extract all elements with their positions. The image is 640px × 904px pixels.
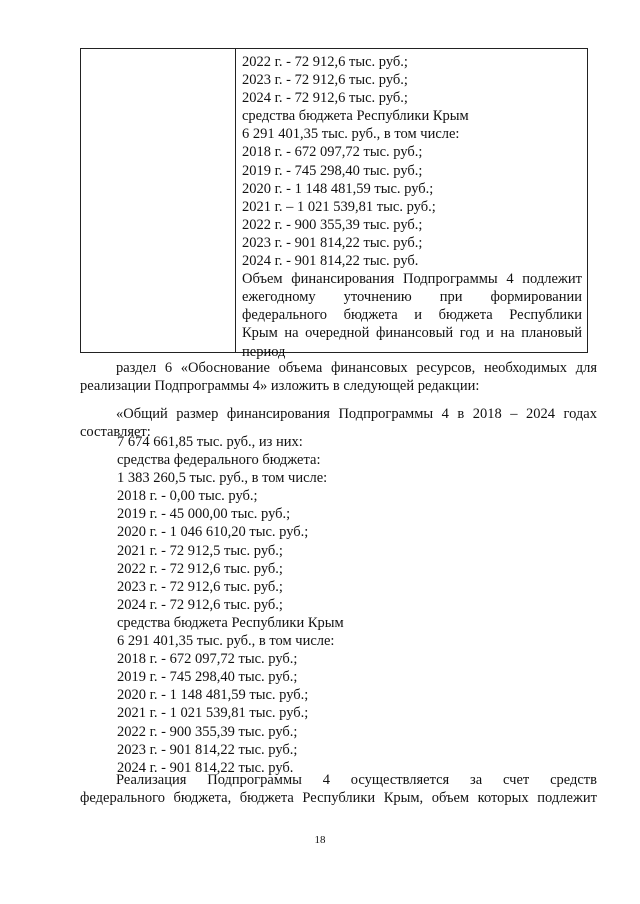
- funding-list-item: 2023 г. - 72 912,6 тыс. руб.;: [117, 578, 283, 595]
- closing-paragraph: [80, 771, 597, 807]
- table-line: 6 291 401,35 тыс. руб., в том числе:: [242, 126, 460, 143]
- table-note-line: ежегодному уточнению при формировании: [242, 289, 582, 306]
- funding-list-item: 2020 г. - 1 148 481,59 тыс. руб.;: [117, 687, 309, 704]
- funding-list-item: 2018 г. - 672 097,72 тыс. руб.;: [117, 651, 298, 668]
- funding-list-item: 2024 г. - 72 912,6 тыс. руб.;: [117, 596, 283, 613]
- quote-intro-line: «Общий размер финансирования Подпрограммы 4 в 2018 – 2024 годах: [116, 406, 597, 422]
- funding-list-item: 2018 г. - 0,00 тыс. руб.;: [117, 488, 258, 505]
- funding-table: [80, 48, 588, 360]
- closing-line: федерального бюджета, бюджета Республики Крым, объем которых подлежит: [80, 790, 597, 807]
- page-number: 18: [314, 834, 326, 846]
- table-line: 2021 г. – 1 021 539,81 тыс. руб.;: [242, 198, 436, 215]
- funding-list-item: 1 383 260,5 тыс. руб., в том числе:: [117, 470, 328, 487]
- funding-list-item: средства федерального бюджета:: [117, 452, 321, 469]
- table-line: средства бюджета Республики Крым: [242, 108, 469, 125]
- table-line: 2018 г. - 672 097,72 тыс. руб.;: [242, 144, 423, 161]
- closing-line: Реализация Подпрограммы 4 осуществляется за счет средств: [116, 772, 597, 788]
- funding-list-item: средства бюджета Республики Крым: [117, 614, 344, 631]
- funding-list-item: 2022 г. - 72 912,6 тыс. руб.;: [117, 560, 283, 577]
- funding-list-item: 2022 г. - 900 355,39 тыс. руб.;: [117, 723, 298, 740]
- section-intro-line: реализации Подпрограммы 4» изложить в следующей редакции:: [80, 378, 480, 395]
- section-intro-line: раздел 6 «Обоснование объема финансовых ресурсов, необходимых для: [116, 360, 597, 376]
- funding-list-item: 2023 г. - 901 814,22 тыс. руб.;: [117, 741, 298, 758]
- table-note-line: федерального бюджета и бюджета Республики: [242, 307, 582, 324]
- table-line: 2024 г. - 901 814,22 тыс. руб.: [242, 253, 419, 270]
- table-right-cell: [242, 53, 582, 361]
- table-line: 2023 г. - 901 814,22 тыс. руб.;: [242, 234, 423, 251]
- table-line: 2020 г. - 1 148 481,59 тыс. руб.;: [242, 180, 434, 197]
- section-intro-paragraph: [80, 359, 597, 395]
- funding-list-item: 2021 г. - 1 021 539,81 тыс. руб.;: [117, 705, 309, 722]
- funding-list: [117, 433, 597, 777]
- funding-list-item: 2021 г. - 72 912,5 тыс. руб.;: [117, 542, 283, 559]
- funding-list-item: 2020 г. - 1 046 610,20 тыс. руб.;: [117, 524, 309, 541]
- funding-list-item: 7 674 661,85 тыс. руб., из них:: [117, 434, 303, 450]
- table-line: 2022 г. - 72 912,6 тыс. руб.;: [242, 54, 408, 70]
- funding-list-item: 2019 г. - 45 000,00 тыс. руб.;: [117, 506, 291, 523]
- table-note-line: Объем финансирования Подпрограммы 4 подлежит: [242, 271, 582, 288]
- table-note-last-line: период: [242, 343, 286, 360]
- table-line: 2024 г. - 72 912,6 тыс. руб.;: [242, 90, 408, 107]
- funding-list-item: 6 291 401,35 тыс. руб., в том числе:: [117, 633, 335, 650]
- quote-intro-line: составляет:: [80, 424, 151, 441]
- funding-list-item: 2024 г. - 901 814,22 тыс. руб.: [117, 759, 294, 776]
- table-line: 2022 г. - 900 355,39 тыс. руб.;: [242, 216, 423, 233]
- table-column-divider: [235, 49, 236, 352]
- table-line: 2019 г. - 745 298,40 тыс. руб.;: [242, 162, 423, 179]
- table-line: 2023 г. - 72 912,6 тыс. руб.;: [242, 72, 408, 89]
- table-note-line: Крым на очередной финансовый год и на плановый: [242, 325, 582, 342]
- funding-list-item: 2019 г. - 745 298,40 тыс. руб.;: [117, 669, 298, 686]
